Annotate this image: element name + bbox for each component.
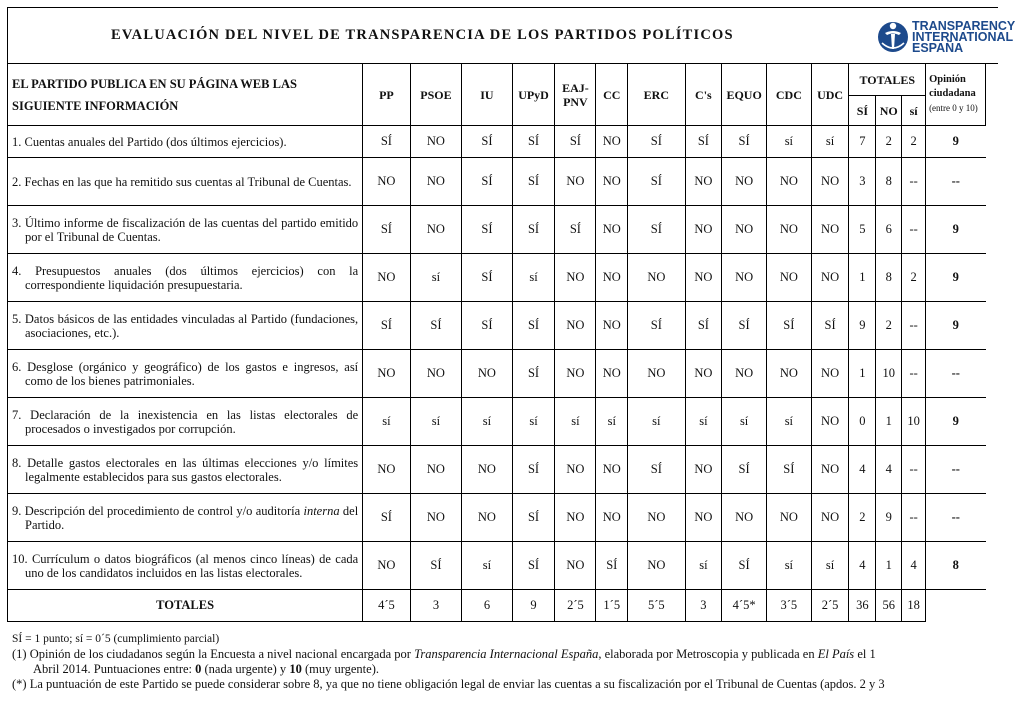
answer-cell: SÍ bbox=[512, 126, 555, 158]
answer-cell: NO bbox=[596, 446, 628, 494]
answer-cell: SÍ bbox=[596, 542, 628, 590]
answer-cell: SÍ bbox=[722, 126, 767, 158]
answer-cell: SÍ bbox=[512, 206, 555, 254]
party-header: PP bbox=[363, 64, 410, 126]
answer-cell: SÍ bbox=[462, 302, 512, 350]
answer-cell: SÍ bbox=[767, 446, 812, 494]
answer-cell: NO bbox=[628, 494, 685, 542]
answer-cell: NO bbox=[363, 350, 410, 398]
party-header: CDC bbox=[767, 64, 812, 126]
answer-cell: NO bbox=[596, 126, 628, 158]
party-header: UPyD bbox=[512, 64, 555, 126]
question-cell bbox=[8, 126, 363, 158]
party-header: C's bbox=[685, 64, 722, 126]
totales-si-header: SÍ bbox=[849, 96, 876, 126]
answer-cell: NO bbox=[555, 158, 596, 206]
question-text: 2. Fechas en las que ha remitido sus cuentas al Tribunal de Cuentas. bbox=[12, 174, 352, 189]
party-header: UDC bbox=[811, 64, 849, 126]
answer-cell: NO bbox=[628, 542, 685, 590]
footnote-1-text: (1) Opinión de los ciudadanos según la Encuesta a nivel nacional encargada por bbox=[12, 647, 415, 661]
party-total: 5´5 bbox=[628, 590, 685, 622]
party-header: EQUO bbox=[722, 64, 767, 126]
opinion-header bbox=[926, 64, 986, 126]
table-row bbox=[8, 126, 986, 158]
answer-cell: NO bbox=[363, 254, 410, 302]
count-cell: 4 bbox=[876, 446, 902, 494]
question-cell bbox=[8, 494, 363, 542]
opinion-header-sub: (entre 0 y 10) bbox=[929, 103, 978, 113]
count-cell: 1 bbox=[876, 542, 902, 590]
count-cell: 7 bbox=[849, 126, 876, 158]
count-cell: 8 bbox=[876, 254, 902, 302]
answer-cell: SÍ bbox=[410, 302, 462, 350]
count-cell: 5 bbox=[849, 206, 876, 254]
count-cell: 2 bbox=[849, 494, 876, 542]
count-cell: -- bbox=[902, 158, 926, 206]
answer-cell: sí bbox=[685, 542, 722, 590]
opinion-cell: 8 bbox=[926, 542, 986, 590]
count-cell: 2 bbox=[902, 254, 926, 302]
answer-cell: NO bbox=[410, 158, 462, 206]
opinion-cell: 9 bbox=[926, 206, 986, 254]
answer-cell: NO bbox=[363, 446, 410, 494]
score-max: 10 bbox=[289, 662, 302, 676]
footnote-legend: SÍ = 1 punto; sí = 0´5 (cumplimiento parcial) bbox=[12, 633, 220, 645]
answer-cell: sí bbox=[512, 398, 555, 446]
question-cell bbox=[8, 446, 363, 494]
answer-cell: NO bbox=[363, 158, 410, 206]
answer-cell: NO bbox=[685, 158, 722, 206]
footnote-1-paper: El País bbox=[817, 647, 855, 661]
table-row bbox=[8, 158, 986, 206]
question-cell bbox=[8, 206, 363, 254]
question-text: 7. Declaración de la inexistencia en las listas electorales de procesados o investigados por corrupción. bbox=[12, 407, 359, 436]
question-cell bbox=[8, 398, 363, 446]
answer-cell: sí bbox=[685, 398, 722, 446]
answer-cell: sí bbox=[512, 254, 555, 302]
answer-cell: NO bbox=[596, 494, 628, 542]
totales-no-header: NO bbox=[876, 96, 902, 126]
answer-cell: sí bbox=[628, 398, 685, 446]
opinion-header-label: Opinión ciudadana bbox=[929, 74, 976, 99]
answer-cell: NO bbox=[596, 302, 628, 350]
answer-cell: NO bbox=[722, 494, 767, 542]
opinion-cell: 9 bbox=[926, 302, 986, 350]
answer-cell: SÍ bbox=[512, 350, 555, 398]
count-cell: 10 bbox=[876, 350, 902, 398]
answer-cell: NO bbox=[555, 350, 596, 398]
footnote-1-cont-text: Abril 2014. Puntuaciones entre: bbox=[33, 662, 196, 676]
party-total: 6 bbox=[462, 590, 512, 622]
answer-cell: NO bbox=[555, 542, 596, 590]
question-text: 1. Cuentas anuales del Partido (dos últimos ejercicios). bbox=[12, 134, 287, 149]
answer-cell: NO bbox=[811, 350, 849, 398]
count-cell: -- bbox=[902, 206, 926, 254]
count-cell: 8 bbox=[876, 158, 902, 206]
table-row bbox=[8, 206, 986, 254]
footnote-asterisk: (*) La puntuación de este Partido se puede considerar sobre 8, ya que no tiene obligación legal de enviar las cuentas a su fiscalización por el Tribunal de Cuentas (apdos. 2 y 3 bbox=[12, 677, 885, 691]
party-header: IU bbox=[462, 64, 512, 126]
party-header: PSOE bbox=[410, 64, 462, 126]
answer-cell: SÍ bbox=[512, 542, 555, 590]
answer-cell: SÍ bbox=[462, 254, 512, 302]
answer-cell: NO bbox=[722, 158, 767, 206]
party-total: 2´5 bbox=[555, 590, 596, 622]
opinion-cell: -- bbox=[926, 158, 986, 206]
answer-cell: NO bbox=[722, 206, 767, 254]
count-cell: -- bbox=[902, 302, 926, 350]
opinion-cell: 9 bbox=[926, 254, 986, 302]
transparency-logo bbox=[876, 17, 1015, 57]
count-cell: 2 bbox=[876, 302, 902, 350]
answer-cell: sí bbox=[767, 542, 812, 590]
answer-cell: SÍ bbox=[462, 158, 512, 206]
answer-cell: SÍ bbox=[628, 158, 685, 206]
answer-cell: sí bbox=[410, 254, 462, 302]
question-text: 3. Último informe de fiscalización de las cuentas del partido emitido por el Tribunal de Cuentas. bbox=[12, 215, 359, 244]
count-cell: 0 bbox=[849, 398, 876, 446]
logo-line-1: TRANSPARENCY bbox=[912, 19, 1015, 33]
table-row bbox=[8, 350, 986, 398]
answer-cell: sí bbox=[410, 398, 462, 446]
answer-cell: NO bbox=[685, 494, 722, 542]
answer-cell: NO bbox=[811, 254, 849, 302]
answer-cell: SÍ bbox=[811, 302, 849, 350]
answer-cell: SÍ bbox=[462, 206, 512, 254]
totales-partial-header: sí bbox=[902, 96, 926, 126]
table-row bbox=[8, 254, 986, 302]
count-cell: -- bbox=[902, 350, 926, 398]
answer-cell: SÍ bbox=[512, 158, 555, 206]
answer-cell: SÍ bbox=[410, 542, 462, 590]
footnote-1 bbox=[12, 647, 885, 662]
footnotes bbox=[12, 632, 885, 692]
footnote-1-org: Transparencia Internacional España bbox=[414, 647, 599, 661]
answer-cell: NO bbox=[685, 206, 722, 254]
answer-cell: sí bbox=[596, 398, 628, 446]
answer-cell: SÍ bbox=[512, 302, 555, 350]
answer-cell: SÍ bbox=[767, 302, 812, 350]
answer-cell: sí bbox=[767, 398, 812, 446]
answer-cell: NO bbox=[767, 350, 812, 398]
answer-cell: SÍ bbox=[628, 126, 685, 158]
footnote-1-cont-text-3: (muy urgente). bbox=[301, 662, 379, 676]
answer-cell: NO bbox=[462, 350, 512, 398]
answer-cell: NO bbox=[767, 206, 812, 254]
page-title: EVALUACIÓN DEL NIVEL DE TRANSPARENCIA DE LOS PARTIDOS POLÍTICOS bbox=[111, 27, 734, 43]
answer-cell: NO bbox=[722, 254, 767, 302]
footnote-1-cont bbox=[12, 662, 885, 677]
answer-cell: sí bbox=[462, 542, 512, 590]
answer-cell: NO bbox=[767, 254, 812, 302]
totales-header: TOTALES bbox=[849, 64, 926, 96]
answer-cell: NO bbox=[628, 254, 685, 302]
count-cell: 4 bbox=[849, 446, 876, 494]
answer-cell: sí bbox=[811, 126, 849, 158]
party-header: EAJ-PNV bbox=[555, 64, 596, 126]
totals-sum-no: 56 bbox=[876, 590, 902, 622]
answer-cell: sí bbox=[767, 126, 812, 158]
answer-cell: NO bbox=[811, 494, 849, 542]
party-total: 2´5 bbox=[811, 590, 849, 622]
party-header: ERC bbox=[628, 64, 685, 126]
answer-cell: NO bbox=[410, 350, 462, 398]
empty-cell bbox=[926, 590, 986, 622]
answer-cell: NO bbox=[555, 254, 596, 302]
count-cell: 1 bbox=[876, 398, 902, 446]
logo-line-2: INTERNATIONAL bbox=[912, 30, 1014, 44]
count-cell: 9 bbox=[849, 302, 876, 350]
answer-cell: SÍ bbox=[363, 302, 410, 350]
answer-cell: SÍ bbox=[462, 126, 512, 158]
answer-cell: NO bbox=[685, 254, 722, 302]
question-cell bbox=[8, 302, 363, 350]
answer-cell: sí bbox=[363, 398, 410, 446]
answer-cell: SÍ bbox=[363, 126, 410, 158]
party-header: CC bbox=[596, 64, 628, 126]
answer-cell: sí bbox=[555, 398, 596, 446]
count-cell: -- bbox=[902, 494, 926, 542]
count-cell: 1 bbox=[849, 254, 876, 302]
table-row bbox=[8, 398, 986, 446]
footnote-1-cont-text-2: (nada urgente) y bbox=[201, 662, 290, 676]
answer-cell: NO bbox=[811, 158, 849, 206]
question-cell bbox=[8, 254, 363, 302]
answer-cell: SÍ bbox=[722, 542, 767, 590]
answer-cell: SÍ bbox=[363, 206, 410, 254]
answer-cell: NO bbox=[555, 446, 596, 494]
opinion-cell: 9 bbox=[926, 126, 986, 158]
count-cell: 1 bbox=[849, 350, 876, 398]
footnote-1-text-3: el 1 bbox=[854, 647, 876, 661]
count-cell: 2 bbox=[902, 126, 926, 158]
answer-cell: sí bbox=[462, 398, 512, 446]
answer-cell: NO bbox=[410, 126, 462, 158]
title-box bbox=[7, 7, 1015, 64]
party-total: 4´5* bbox=[722, 590, 767, 622]
info-header: EL PARTIDO PUBLICA EN SU PÁGINA WEB LAS SIGUIENTE INFORMACIÓN bbox=[8, 64, 363, 126]
answer-cell: NO bbox=[811, 206, 849, 254]
party-total: 4´5 bbox=[363, 590, 410, 622]
answer-cell: NO bbox=[722, 350, 767, 398]
answer-cell: SÍ bbox=[512, 446, 555, 494]
answer-cell: NO bbox=[767, 158, 812, 206]
totals-sum-si: 36 bbox=[849, 590, 876, 622]
question-cell bbox=[8, 158, 363, 206]
question-cell bbox=[8, 542, 363, 590]
answer-cell: NO bbox=[628, 350, 685, 398]
count-cell: 9 bbox=[876, 494, 902, 542]
answer-cell: SÍ bbox=[628, 446, 685, 494]
answer-cell: sí bbox=[811, 542, 849, 590]
opinion-cell: -- bbox=[926, 350, 986, 398]
logo-line-3: ESPAÑA bbox=[912, 41, 964, 55]
count-cell: 10 bbox=[902, 398, 926, 446]
answer-cell: NO bbox=[410, 446, 462, 494]
answer-cell: SÍ bbox=[628, 206, 685, 254]
question-text: 10. Currículum o datos biográficos (al menos cinco líneas) de cada uno de los candidatos incluidos en las listas electorales. bbox=[12, 551, 359, 580]
answer-cell: SÍ bbox=[722, 302, 767, 350]
question-cell bbox=[8, 350, 363, 398]
table-row bbox=[8, 302, 986, 350]
table-row bbox=[8, 494, 986, 542]
count-cell: 4 bbox=[849, 542, 876, 590]
answer-cell: NO bbox=[811, 398, 849, 446]
answer-cell: NO bbox=[555, 494, 596, 542]
answer-cell: NO bbox=[685, 446, 722, 494]
answer-cell: SÍ bbox=[685, 302, 722, 350]
table-row bbox=[8, 542, 986, 590]
answer-cell: SÍ bbox=[685, 126, 722, 158]
answer-cell: NO bbox=[410, 206, 462, 254]
question-text: 6. Desglose (orgánico y geográfico) de los gastos e ingresos, así como de los bienes patrimoniales. bbox=[12, 359, 359, 388]
answer-cell: SÍ bbox=[555, 126, 596, 158]
score-min: 0 bbox=[195, 662, 202, 676]
answer-cell: SÍ bbox=[363, 494, 410, 542]
globe-person-icon bbox=[876, 17, 910, 57]
answer-cell: NO bbox=[462, 494, 512, 542]
transparency-table bbox=[7, 63, 986, 622]
party-total: 3 bbox=[685, 590, 722, 622]
answer-cell: SÍ bbox=[628, 302, 685, 350]
answer-cell: NO bbox=[555, 302, 596, 350]
answer-cell: NO bbox=[685, 350, 722, 398]
answer-cell: NO bbox=[363, 542, 410, 590]
footnote-1-text-2: , elaborada por Metroscopia y publicada en bbox=[598, 647, 818, 661]
question-text: 8. Detalle gastos electorales en las últimas elecciones y/o límites legalmente establecidos para sus gastos electorales. bbox=[12, 455, 359, 484]
table-row bbox=[8, 446, 986, 494]
question-text: 9. Descripción del procedimiento de control y/o auditoría interna del Partido. bbox=[12, 503, 359, 532]
count-cell: 3 bbox=[849, 158, 876, 206]
party-total: 1´5 bbox=[596, 590, 628, 622]
count-cell: 2 bbox=[876, 126, 902, 158]
count-cell: -- bbox=[902, 446, 926, 494]
answer-cell: NO bbox=[596, 350, 628, 398]
answer-cell: SÍ bbox=[555, 206, 596, 254]
answer-cell: NO bbox=[811, 446, 849, 494]
question-text: 5. Datos básicos de las entidades vinculadas al Partido (fundaciones, asociaciones, etc.). bbox=[12, 311, 359, 340]
answer-cell: SÍ bbox=[512, 494, 555, 542]
answer-cell: NO bbox=[410, 494, 462, 542]
answer-cell: NO bbox=[596, 254, 628, 302]
answer-cell: NO bbox=[596, 158, 628, 206]
party-total: 3´5 bbox=[767, 590, 812, 622]
totals-label: TOTALES bbox=[8, 590, 363, 622]
party-total: 3 bbox=[410, 590, 462, 622]
answer-cell: NO bbox=[462, 446, 512, 494]
question-text: 4. Presupuestos anuales (dos últimos ejercicios) con la correspondiente liquidación presupuestaria. bbox=[12, 263, 359, 292]
answer-cell: SÍ bbox=[722, 446, 767, 494]
opinion-cell: -- bbox=[926, 494, 986, 542]
opinion-cell: -- bbox=[926, 446, 986, 494]
totals-sum-partial: 18 bbox=[902, 590, 926, 622]
answer-cell: sí bbox=[722, 398, 767, 446]
answer-cell: NO bbox=[767, 494, 812, 542]
answer-cell: NO bbox=[596, 206, 628, 254]
party-total: 9 bbox=[512, 590, 555, 622]
opinion-cell: 9 bbox=[926, 398, 986, 446]
count-cell: 6 bbox=[876, 206, 902, 254]
count-cell: 4 bbox=[902, 542, 926, 590]
